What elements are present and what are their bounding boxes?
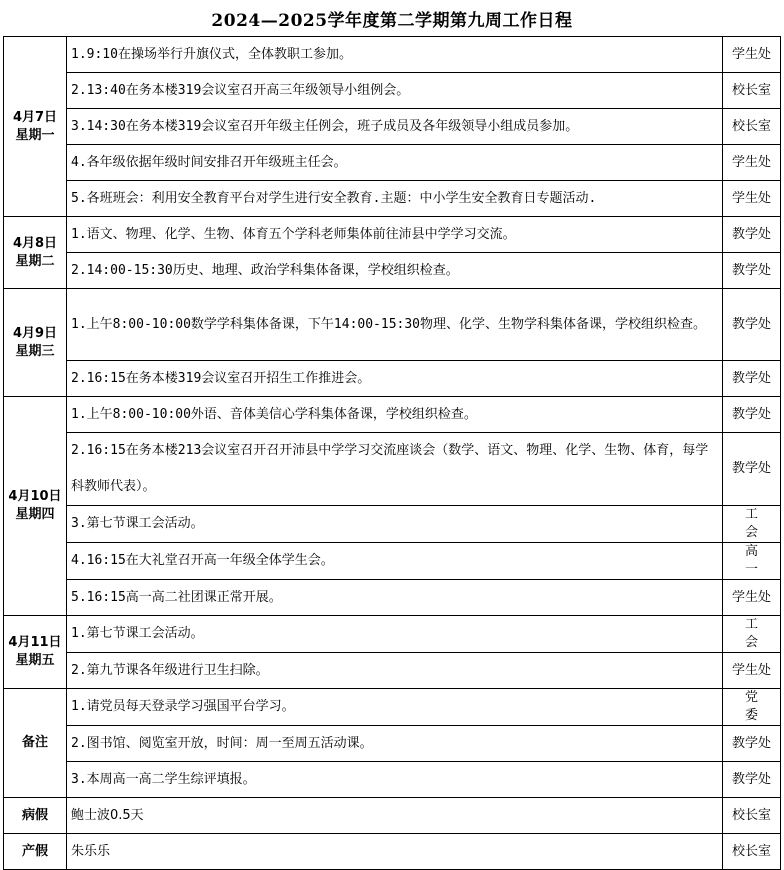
day-weekday: 星期三 xyxy=(15,343,55,359)
table-row xyxy=(4,361,781,397)
table-row xyxy=(4,834,781,870)
table-row xyxy=(4,543,781,580)
schedule-item: 2.16:15在务本楼213会议室召开召开沛县中学学习交流座谈会（数学、语文、物理、化学、生物、体育，每学科教师代表）。 xyxy=(67,433,723,506)
responsible-dept: 教学处 xyxy=(723,361,781,397)
table-row xyxy=(4,37,781,73)
schedule-item: 1.9:10在操场举行升旗仪式，全体教职工参加。 xyxy=(67,37,723,73)
day-cell-monday xyxy=(4,37,67,217)
schedule-item: 2.14:00-15:30历史、地理、政治学科集体备课，学校组织检查。 xyxy=(67,253,723,289)
table-row xyxy=(4,217,781,253)
day-weekday: 星期五 xyxy=(15,653,55,668)
day-weekday: 星期一 xyxy=(15,127,55,143)
table-row xyxy=(4,73,781,109)
table-row xyxy=(4,289,781,361)
day-weekday: 星期四 xyxy=(15,507,55,522)
schedule-item: 2.13:40在务本楼319会议室召开高三年级领导小组例会。 xyxy=(67,73,723,109)
responsible-dept: 教学处 xyxy=(723,397,781,433)
schedule-item: 1.上午8:00-10:00外语、音体美信心学科集体备课，学校组织检查。 xyxy=(67,397,723,433)
responsible-dept: 校长室 xyxy=(723,834,781,870)
note-item: 2.图书馆、阅览室开放，时间：周一至周五活动课。 xyxy=(67,726,723,762)
table-row xyxy=(4,181,781,217)
schedule-item: 4.各年级依据年级时间安排召开年级班主任会。 xyxy=(67,145,723,181)
schedule-table xyxy=(3,36,781,870)
day-date: 4月9日 xyxy=(12,325,58,341)
table-row xyxy=(4,433,781,506)
table-row xyxy=(4,689,781,726)
table-row xyxy=(4,109,781,145)
table-row xyxy=(4,397,781,433)
responsible-dept: 教学处 xyxy=(723,289,781,361)
schedule-item: 2.第九节课各年级进行卫生扫除。 xyxy=(67,653,723,689)
day-cell-thursday xyxy=(4,397,67,616)
schedule-item: 2.16:15在务本楼319会议室召开招生工作推进会。 xyxy=(67,361,723,397)
schedule-item: 4.16:15在大礼堂召开高一年级全体学生会。 xyxy=(67,543,723,580)
responsible-dept: 校长室 xyxy=(723,73,781,109)
responsible-dept: 教学处 xyxy=(723,726,781,762)
schedule-item: 5.16:15高一高二社团课正常开展。 xyxy=(67,580,723,616)
responsible-dept: 教学处 xyxy=(723,433,781,506)
responsible-dept: 教学处 xyxy=(723,253,781,289)
responsible-dept: 工会 xyxy=(723,616,781,653)
sick-leave-value: 鲍士波0.5天 xyxy=(67,798,723,834)
table-row xyxy=(4,145,781,181)
responsible-dept: 学生处 xyxy=(723,653,781,689)
responsible-dept: 工会 xyxy=(723,506,781,543)
responsible-dept: 学生处 xyxy=(723,181,781,217)
responsible-dept: 党委 xyxy=(723,689,781,726)
responsible-dept: 学生处 xyxy=(723,145,781,181)
note-item: 1.请党员每天登录学习强国平台学习。 xyxy=(67,689,723,726)
responsible-dept: 学生处 xyxy=(723,37,781,73)
schedule-item: 3.第七节课工会活动。 xyxy=(67,506,723,543)
table-row xyxy=(4,653,781,689)
table-row xyxy=(4,762,781,798)
day-date: 4月7日 xyxy=(12,109,58,125)
schedule-item: 3.14:30在务本楼319会议室召开年级主任例会，班子成员及各年级领导小组成员参加。 xyxy=(67,109,723,145)
notes-label: 备注 xyxy=(4,689,67,798)
maternity-leave-value: 朱乐乐 xyxy=(67,834,723,870)
responsible-dept: 高一 xyxy=(723,543,781,580)
note-item: 3.本周高一高二学生综评填报。 xyxy=(67,762,723,798)
day-date: 4月10日 xyxy=(8,489,62,504)
page-title: 2024—2025学年度第二学期第九周工作日程 xyxy=(211,10,573,31)
sick-leave-label: 病假 xyxy=(4,798,67,834)
responsible-dept: 学生处 xyxy=(723,580,781,616)
day-cell-wednesday xyxy=(4,289,67,397)
responsible-dept: 教学处 xyxy=(723,762,781,798)
maternity-leave-label: 产假 xyxy=(4,834,67,870)
schedule-item: 1.第七节课工会活动。 xyxy=(67,616,723,653)
table-row xyxy=(4,798,781,834)
schedule-item: 1.语文、物理、化学、生物、体育五个学科老师集体前往沛县中学学习交流。 xyxy=(67,217,723,253)
day-date: 4月11日 xyxy=(8,635,62,650)
schedule-item: 5.各班班会：利用安全教育平台对学生进行安全教育.主题：中小学生安全教育日专题活动. xyxy=(67,181,723,217)
table-row xyxy=(4,726,781,762)
schedule-item: 1.上午8:00-10:00数学学科集体备课，下午14:00-15:30物理、化学、生物学科集体备课，学校组织检查。 xyxy=(67,289,723,361)
day-cell-friday xyxy=(4,616,67,689)
day-date: 4月8日 xyxy=(12,235,58,251)
day-weekday: 星期二 xyxy=(15,253,55,269)
table-row xyxy=(4,616,781,653)
day-cell-tuesday xyxy=(4,217,67,289)
table-row xyxy=(4,253,781,289)
table-row xyxy=(4,506,781,543)
responsible-dept: 校长室 xyxy=(723,798,781,834)
responsible-dept: 校长室 xyxy=(723,109,781,145)
responsible-dept: 教学处 xyxy=(723,217,781,253)
table-row xyxy=(4,580,781,616)
